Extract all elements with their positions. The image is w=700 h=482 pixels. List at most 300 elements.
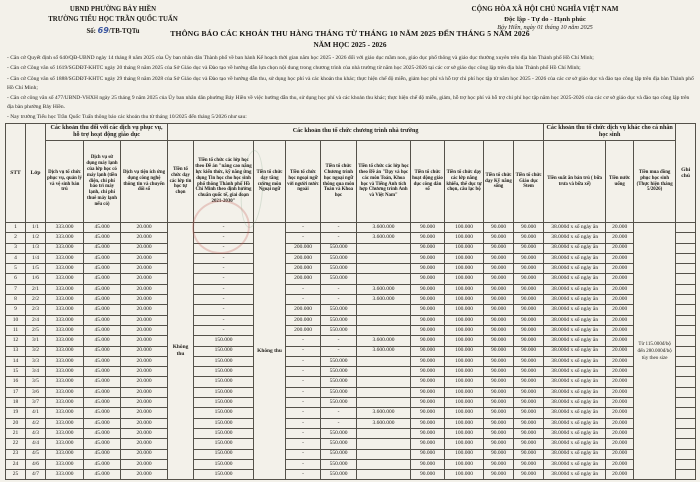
- fee-cell: 90.000: [484, 398, 514, 408]
- fee-table: [5, 123, 696, 480]
- fee-cell: 20.000: [606, 346, 634, 356]
- note-cell: [676, 459, 696, 469]
- fee-cell: 90.000: [411, 356, 445, 366]
- col-header-talent-classes: Tiền tổ chức dạy các lớp năng khiếu, thể dục tự chọn, câu lạc bộ: [445, 141, 484, 223]
- fee-cell: [357, 253, 411, 263]
- fee-cell: 200.000: [286, 305, 321, 315]
- fee-cell: 90.000: [514, 284, 544, 294]
- doc-number-suffix: /TB-TQTu: [108, 27, 140, 35]
- fee-cell: 20.000: [121, 336, 168, 346]
- fee-cell: 333.000: [46, 398, 84, 408]
- fee-cell: 550.000: [321, 274, 357, 284]
- fee-cell: 150.000: [194, 387, 254, 397]
- fee-cell: 90.000: [484, 243, 514, 253]
- fee-cell: 20.000: [606, 398, 634, 408]
- note-cell: [676, 264, 696, 274]
- fee-cell: 90.000: [514, 233, 544, 243]
- fee-cell: 38.000đ x số ngày ăn: [544, 305, 606, 315]
- fee-cell: -: [286, 398, 321, 408]
- fee-cell: 333.000: [46, 223, 84, 233]
- fee-cell: 90.000: [411, 459, 445, 469]
- fee-cell: [357, 459, 411, 469]
- fee-cell: -: [194, 233, 254, 243]
- fee-cell: 550.000: [321, 377, 357, 387]
- fee-cell: 90.000: [514, 315, 544, 325]
- note-cell: [676, 315, 696, 325]
- fee-cell: 333.000: [46, 264, 84, 274]
- fee-cell: 150.000: [194, 346, 254, 356]
- col-header-digital-citizen: Tiền tổ chức hoạt động giáo dục công dân số: [411, 141, 445, 223]
- note-cell: [676, 233, 696, 243]
- col-header-informatics-project: Tiền tổ chức các lớp học theo Đề án "nâng cao năng lực kiến thức, kỹ năng ứng dụng Tin học cho học sinh phổ thông Thành phố Hồ Chí Minh theo định hướng chuẩn quốc tế, giai đoạn 2021-2030": [194, 141, 254, 223]
- fee-cell: 90.000: [514, 408, 544, 418]
- fee-cell: 45.000: [84, 398, 121, 408]
- fee-cell: 90.000: [514, 264, 544, 274]
- fee-cell: 90.000: [514, 418, 544, 428]
- fee-cell: 100.000: [445, 295, 484, 305]
- col-header-meals: Tiền suất ăn bán trú ( bữa trưa và bữa xế): [544, 141, 606, 223]
- fee-cell: -: [321, 233, 357, 243]
- fee-cell: -: [286, 418, 321, 428]
- fee-cell: -: [286, 428, 321, 438]
- note-cell: [676, 346, 696, 356]
- doc-number-handwritten: 69: [97, 25, 109, 35]
- fee-cell: 20.000: [121, 470, 168, 480]
- fee-cell: 550.000: [321, 470, 357, 480]
- fee-cell: 100.000: [445, 387, 484, 397]
- class-cell: 1/5: [26, 264, 46, 274]
- fee-cell: 20.000: [121, 439, 168, 449]
- fee-cell: -: [286, 449, 321, 459]
- class-cell: 2/4: [26, 315, 46, 325]
- stt-cell: 24: [6, 459, 26, 469]
- fee-cell: 20.000: [121, 264, 168, 274]
- fee-cell: 90.000: [484, 336, 514, 346]
- stt-cell: 4: [6, 253, 26, 263]
- fee-cell: 90.000: [484, 253, 514, 263]
- fee-cell: 20.000: [121, 449, 168, 459]
- fee-cell: 90.000: [514, 223, 544, 233]
- fee-cell: 550.000: [321, 305, 357, 315]
- fee-cell: 90.000: [411, 284, 445, 294]
- fee-cell: 333.000: [46, 284, 84, 294]
- fee-cell: 150.000: [194, 418, 254, 428]
- fee-cell: 90.000: [514, 398, 544, 408]
- note-cell: [676, 295, 696, 305]
- fee-cell: 3.600.000: [357, 284, 411, 294]
- fee-cell: 90.000: [514, 325, 544, 335]
- fee-cell: 20.000: [121, 459, 168, 469]
- fee-cell: 550.000: [321, 356, 357, 366]
- stt-cell: 3: [6, 243, 26, 253]
- fee-cell: 90.000: [514, 336, 544, 346]
- stt-cell: 2: [6, 233, 26, 243]
- class-cell: 1/3: [26, 243, 46, 253]
- fee-cell: 45.000: [84, 274, 121, 284]
- fee-cell: 38.000đ x số ngày ăn: [544, 346, 606, 356]
- fee-cell: 20.000: [606, 336, 634, 346]
- fee-cell: 20.000: [606, 367, 634, 377]
- fee-cell: 20.000: [121, 428, 168, 438]
- fee-cell: 20.000: [121, 377, 168, 387]
- fee-cell: 20.000: [606, 428, 634, 438]
- fee-cell: 90.000: [411, 428, 445, 438]
- fee-cell: 20.000: [121, 295, 168, 305]
- fee-cell: 20.000: [606, 418, 634, 428]
- fee-cell: 333.000: [46, 315, 84, 325]
- fee-cell: 38.000đ x số ngày ăn: [544, 356, 606, 366]
- fee-cell: 38.000đ x số ngày ăn: [544, 295, 606, 305]
- fee-cell: 45.000: [84, 418, 121, 428]
- fee-cell: 90.000: [484, 325, 514, 335]
- fee-cell: 90.000: [411, 449, 445, 459]
- fee-cell: 90.000: [484, 315, 514, 325]
- fee-cell: 90.000: [484, 233, 514, 243]
- note-cell: [676, 449, 696, 459]
- fee-cell: 20.000: [606, 253, 634, 263]
- fee-cell: 100.000: [445, 356, 484, 366]
- stt-cell: 16: [6, 377, 26, 387]
- fee-cell: 38.000đ x số ngày ăn: [544, 449, 606, 459]
- fee-cell: -: [194, 295, 254, 305]
- fee-cell: 333.000: [46, 408, 84, 418]
- fee-cell: -: [286, 336, 321, 346]
- document-title-line1: THÔNG BÁO CÁC KHOẢN THU HÀNG THÁNG TỪ THÁNG 10 NĂM 2025 ĐẾN THÁNG 5 NĂM 2026: [170, 29, 530, 38]
- fee-cell: 38.000đ x số ngày ăn: [544, 439, 606, 449]
- fee-cell: 90.000: [514, 346, 544, 356]
- fee-cell: 38.000đ x số ngày ăn: [544, 398, 606, 408]
- table-row: [6, 428, 696, 438]
- fee-cell: -: [286, 356, 321, 366]
- fee-cell: 45.000: [84, 346, 121, 356]
- fee-cell: 90.000: [411, 274, 445, 284]
- class-cell: 4/7: [26, 470, 46, 480]
- class-cell: 3/6: [26, 387, 46, 397]
- fee-cell: 90.000: [411, 470, 445, 480]
- stt-cell: 23: [6, 449, 26, 459]
- note-cell: [676, 367, 696, 377]
- fee-cell: 20.000: [606, 233, 634, 243]
- fee-cell: 20.000: [606, 408, 634, 418]
- col-header-language-via-math-science: Tiền tổ chức Chương trình học ngoại ngữ thông qua môn Toán và Khoa học: [321, 141, 357, 223]
- fee-cell: 90.000: [514, 274, 544, 284]
- fee-cell: 45.000: [84, 356, 121, 366]
- class-cell: 2/1: [26, 284, 46, 294]
- fee-cell: -: [286, 233, 321, 243]
- col-header-life-skills: Tiền tổ chức dạy Kỹ năng sống: [484, 141, 514, 223]
- fee-cell: 45.000: [84, 387, 121, 397]
- fee-cell: 20.000: [121, 274, 168, 284]
- fee-cell: 90.000: [411, 346, 445, 356]
- fee-cell: 100.000: [445, 305, 484, 315]
- fee-cell: -: [194, 243, 254, 253]
- preamble-line-5: - Nay trường Tiểu học Trần Quốc Tuấn thông báo các khoản thu từ tháng 10/2025 đến tháng 5/2026 như sau:: [7, 114, 247, 121]
- fee-cell: 100.000: [445, 264, 484, 274]
- note-cell: [676, 470, 696, 480]
- fee-cell: 20.000: [606, 325, 634, 335]
- fee-cell: 20.000: [606, 295, 634, 305]
- fee-cell: 20.000: [606, 274, 634, 284]
- note-cell: [676, 305, 696, 315]
- fee-cell: 90.000: [484, 387, 514, 397]
- fee-cell: 550.000: [321, 398, 357, 408]
- stt-cell: 20: [6, 418, 26, 428]
- fee-cell: 3.600.000: [357, 408, 411, 418]
- class-cell: 4/6: [26, 459, 46, 469]
- fee-cell: 333.000: [46, 233, 84, 243]
- fee-cell: 150.000: [194, 367, 254, 377]
- fee-cell: 38.000đ x số ngày ăn: [544, 233, 606, 243]
- note-cell: [676, 428, 696, 438]
- preamble-line-2: - Căn cứ Công văn số 1619/SGDĐT-KHTC ngày 20 tháng 8 năm 2025 của Sở Giáo dục và Đào tạo về hướng dẫn lựa chọn nội dung trong chương trình của nhà trường từ năm học 2025-2026 tại các cơ sở giáo dục công lập trên địa bàn Thành phố Hồ Chí Minh;: [7, 65, 581, 72]
- fee-cell: 45.000: [84, 377, 121, 387]
- fee-cell: 333.000: [46, 439, 84, 449]
- fee-cell: 550.000: [321, 243, 357, 253]
- fee-cell: 45.000: [84, 264, 121, 274]
- fee-cell: 150.000: [194, 398, 254, 408]
- note-cell: [676, 325, 696, 335]
- fee-cell: 20.000: [606, 377, 634, 387]
- note-cell: [676, 223, 696, 233]
- fee-cell: 45.000: [84, 408, 121, 418]
- fee-cell: 45.000: [84, 325, 121, 335]
- stt-cell: 11: [6, 325, 26, 335]
- fee-cell: 90.000: [484, 367, 514, 377]
- fee-cell: 38.000đ x số ngày ăn: [544, 470, 606, 480]
- fee-cell: 20.000: [121, 418, 168, 428]
- stt-cell: 25: [6, 470, 26, 480]
- fee-cell: 90.000: [411, 336, 445, 346]
- fee-cell: 90.000: [514, 377, 544, 387]
- fee-cell: 3.600.000: [357, 346, 411, 356]
- fee-cell: 333.000: [46, 253, 84, 263]
- stt-cell: 9: [6, 305, 26, 315]
- fee-cell: 45.000: [84, 315, 121, 325]
- parent-org-name: UBND PHƯỜNG BẢY HIỀN: [69, 6, 157, 13]
- fee-cell: 100.000: [445, 336, 484, 346]
- fee-cell: 550.000: [321, 387, 357, 397]
- fee-cell: 100.000: [445, 367, 484, 377]
- col-header-boarding-service: Dịch vụ tổ chức phục vụ, quản lý và vệ sinh bán trú: [46, 141, 84, 223]
- fee-cell: -: [321, 284, 357, 294]
- fee-cell: 90.000: [411, 315, 445, 325]
- fee-cell: 333.000: [46, 367, 84, 377]
- fee-cell: 333.000: [46, 274, 84, 284]
- fee-cell: 20.000: [121, 233, 168, 243]
- fee-cell: 20.000: [606, 356, 634, 366]
- fee-cell: 333.000: [46, 459, 84, 469]
- fee-cell: 20.000: [606, 243, 634, 253]
- fee-cell: 90.000: [484, 305, 514, 315]
- fee-cell: 150.000: [194, 408, 254, 418]
- class-cell: 4/3: [26, 428, 46, 438]
- fee-cell: 38.000đ x số ngày ăn: [544, 315, 606, 325]
- table-group-header-row: [6, 124, 696, 141]
- table-row: [6, 418, 696, 428]
- fee-cell: 333.000: [46, 325, 84, 335]
- fee-cell: -: [321, 336, 357, 346]
- class-cell: 1/4: [26, 253, 46, 263]
- fee-cell: [357, 243, 411, 253]
- fee-cell: 20.000: [121, 346, 168, 356]
- fee-cell: 100.000: [445, 459, 484, 469]
- note-cell: [676, 356, 696, 366]
- fee-cell: 20.000: [121, 305, 168, 315]
- fee-cell: 20.000: [606, 223, 634, 233]
- fee-cell: 20.000: [121, 243, 168, 253]
- fee-cell: 90.000: [411, 243, 445, 253]
- fee-cell: 333.000: [46, 470, 84, 480]
- fee-cell: -: [321, 223, 357, 233]
- table-row: [6, 377, 696, 387]
- fee-cell: -: [286, 459, 321, 469]
- fee-cell: 45.000: [84, 470, 121, 480]
- fee-cell: 90.000: [411, 305, 445, 315]
- fee-cell: 150.000: [194, 377, 254, 387]
- fee-cell: 3.600.000: [357, 336, 411, 346]
- fee-cell: 100.000: [445, 398, 484, 408]
- note-cell: [676, 274, 696, 284]
- fee-cell: -: [286, 387, 321, 397]
- fee-cell: 90.000: [484, 356, 514, 366]
- fee-cell: 90.000: [411, 223, 445, 233]
- document-title-line2: NĂM HỌC 2025 - 2026: [313, 40, 387, 49]
- fee-cell: 200.000: [286, 325, 321, 335]
- fee-cell: 38.000đ x số ngày ăn: [544, 408, 606, 418]
- fee-cell: 90.000: [514, 356, 544, 366]
- fee-cell: 90.000: [484, 470, 514, 480]
- fee-cell: 100.000: [445, 274, 484, 284]
- fee-cell: 150.000: [194, 449, 254, 459]
- table-row: [6, 223, 696, 233]
- fee-cell: 100.000: [445, 233, 484, 243]
- fee-cell: 550.000: [321, 367, 357, 377]
- col-header-it-utility: Dịch vụ tiện ích ứng dụng công nghệ thông tin và chuyển đổi số: [121, 141, 168, 223]
- stt-cell: 7: [6, 284, 26, 294]
- fee-cell: 90.000: [411, 295, 445, 305]
- fee-cell: 100.000: [445, 346, 484, 356]
- col-header-integrated-program: Tiền tổ chức các lớp học theo Đề án "Dạy và học các môn Toán, Khoa học và Tiếng Anh tích hợp Chương trình Anh và Việt Nam": [357, 141, 411, 223]
- fee-cell: 38.000đ x số ngày ăn: [544, 264, 606, 274]
- fee-cell: 45.000: [84, 459, 121, 469]
- class-cell: 3/3: [26, 356, 46, 366]
- fee-cell: -: [286, 223, 321, 233]
- class-cell: 1/2: [26, 233, 46, 243]
- table-column-header-row: [6, 141, 696, 223]
- fee-cell: 333.000: [46, 418, 84, 428]
- col-header-stem: Tiền tổ chức Giáo dục Stem: [514, 141, 544, 223]
- group-header-services: Các khoản thu đối với các dịch vụ phục vụ, hỗ trợ hoạt động giáo dục: [46, 124, 168, 141]
- fee-cell: 45.000: [84, 223, 121, 233]
- fee-cell: 38.000đ x số ngày ăn: [544, 243, 606, 253]
- stt-cell: 8: [6, 295, 26, 305]
- table-row: [6, 305, 696, 315]
- col-header-optional-informatics: Tiền tổ chức dạy các lớp tin học tự chọn: [168, 141, 194, 223]
- fee-cell: 550.000: [321, 439, 357, 449]
- fee-cell: 150.000: [194, 459, 254, 469]
- fee-cell: -: [194, 264, 254, 274]
- fee-cell: 100.000: [445, 315, 484, 325]
- fee-cell: 45.000: [84, 243, 121, 253]
- stt-cell: 13: [6, 346, 26, 356]
- class-cell: 3/1: [26, 336, 46, 346]
- fee-cell: [357, 449, 411, 459]
- fee-cell: 90.000: [514, 243, 544, 253]
- table-row: [6, 459, 696, 469]
- fee-cell: 90.000: [411, 233, 445, 243]
- fee-cell: 45.000: [84, 284, 121, 294]
- fee-cell: 150.000: [194, 356, 254, 366]
- fee-cell: 90.000: [411, 439, 445, 449]
- fee-cell: 20.000: [606, 439, 634, 449]
- fee-cell: 90.000: [484, 284, 514, 294]
- note-cell: [676, 377, 696, 387]
- fee-cell: 90.000: [411, 264, 445, 274]
- fee-cell: 20.000: [121, 387, 168, 397]
- fee-table-body: [6, 223, 696, 480]
- fee-cell: 20.000: [121, 253, 168, 263]
- fee-cell: 90.000: [411, 253, 445, 263]
- fee-cell: 90.000: [411, 418, 445, 428]
- fee-cell: -: [321, 295, 357, 305]
- fee-cell: 550.000: [321, 449, 357, 459]
- fee-cell: 90.000: [484, 408, 514, 418]
- fee-cell: 38.000đ x số ngày ăn: [544, 418, 606, 428]
- fee-cell: [357, 439, 411, 449]
- fee-cell: 3.600.000: [357, 418, 411, 428]
- fee-cell: 200.000: [286, 253, 321, 263]
- col-header-air-conditioning: Dịch vụ sử dụng máy lạnh của lớp học có máy lạnh (tiền điện, chi phí bảo trì máy lạnh, chi phí thuê máy lạnh nếu có): [84, 141, 121, 223]
- class-cell: 1/1: [26, 223, 46, 233]
- fee-cell: 90.000: [484, 377, 514, 387]
- fee-cell: 333.000: [46, 428, 84, 438]
- fee-cell: 100.000: [445, 325, 484, 335]
- fee-cell: -: [194, 274, 254, 284]
- fee-table-wrap: [5, 123, 696, 480]
- fee-cell: 38.000đ x số ngày ăn: [544, 459, 606, 469]
- fee-cell: 333.000: [46, 387, 84, 397]
- fee-cell: 100.000: [445, 223, 484, 233]
- fee-cell: 150.000: [194, 439, 254, 449]
- stt-cell: 6: [6, 274, 26, 284]
- school-name: TRƯỜNG TIỂU HỌC TRẦN QUỐC TUẤN: [48, 15, 178, 23]
- col-header-drinking-water: Tiền nước uống: [606, 141, 634, 223]
- fee-cell: [357, 315, 411, 325]
- class-cell: 2/5: [26, 325, 46, 335]
- group-header-school-program: Các khoản thu tổ chức chương trình nhà trường: [168, 124, 544, 141]
- fee-cell: [357, 428, 411, 438]
- class-cell: 2/2: [26, 295, 46, 305]
- fee-cell: 100.000: [445, 439, 484, 449]
- fee-cell: 45.000: [84, 233, 121, 243]
- preamble-line-3: - Căn cứ Công văn số 1888/SGDĐT-KHTC ngày 29 tháng 8 năm 2028 của Sở Giáo dục và Đào tạo về hướng dẫn thu, sử dụng học phí và các khoản thu khác; thực hiện chế độ miễn, giảm học phí và hỗ trợ chi phí học tập từ năm học 2025 - 2026 của các cơ sở giáo dục và đào tạo công lập trên địa bàn Thành phố Hồ Chí Minh;: [7, 75, 694, 91]
- note-cell: [676, 408, 696, 418]
- fee-cell: 20.000: [606, 284, 634, 294]
- fee-cell: 90.000: [411, 377, 445, 387]
- fee-cell: 45.000: [84, 449, 121, 459]
- table-row: [6, 284, 696, 294]
- table-row: [6, 387, 696, 397]
- fee-cell: 100.000: [445, 470, 484, 480]
- fee-cell: 20.000: [606, 449, 634, 459]
- fee-cell: [357, 377, 411, 387]
- fee-cell: 20.000: [606, 264, 634, 274]
- fee-cell: 90.000: [514, 439, 544, 449]
- fee-cell: 90.000: [484, 449, 514, 459]
- fee-cell: 90.000: [411, 408, 445, 418]
- fee-cell: 45.000: [84, 439, 121, 449]
- fee-cell: 38.000đ x số ngày ăn: [544, 325, 606, 335]
